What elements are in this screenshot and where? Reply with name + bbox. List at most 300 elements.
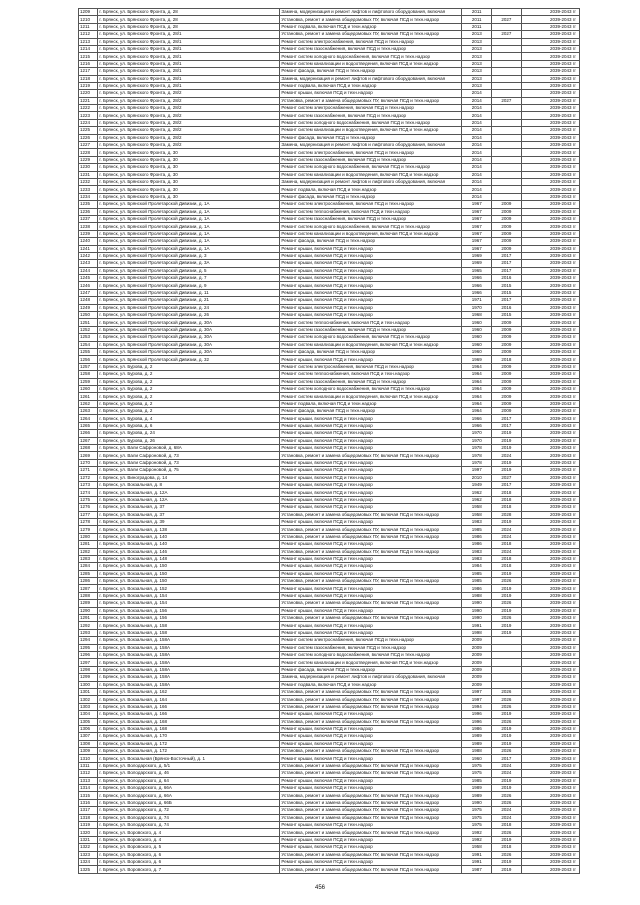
- cell-y1: 2013: [462, 75, 492, 82]
- cell-num: 1243: [79, 260, 98, 267]
- cell-y2: 2019: [492, 866, 522, 873]
- table-row: [79, 38, 580, 45]
- cell-y2: 2019: [492, 836, 522, 843]
- cell-work: Ремонт крыши, включая ПСД и техн.надзор: [280, 430, 462, 437]
- cell-num: 1279: [79, 526, 98, 533]
- cell-y2: 2009: [492, 238, 522, 245]
- cell-y2: 2019: [492, 622, 522, 629]
- cell-num: 1247: [79, 289, 98, 296]
- cell-addr: г. Брянск, ул. Вокзальная, д. 168: [98, 725, 280, 732]
- cell-work: Ремонт крыши, включая ПСД и техн.надзор: [280, 415, 462, 422]
- table-row: [79, 533, 580, 540]
- cell-addr: г. Брянск, ул. Вокзальная, д. 150: [98, 578, 280, 585]
- cell-num: 1295: [79, 644, 98, 651]
- cell-per: 2039-2043 гг: [521, 164, 579, 171]
- cell-num: 1258: [79, 371, 98, 378]
- cell-y2: 2026: [492, 696, 522, 703]
- cell-y2: 2018: [492, 821, 522, 828]
- cell-work: Ремонт систем канализации и водоотведения, включая ПСД и техн.надзор: [280, 230, 462, 237]
- cell-work: Ремонт систем холодного водоснабжения, включая ПСД и техн.надзор: [280, 651, 462, 658]
- cell-per: 2039-2043 гг: [521, 799, 579, 806]
- cell-work: Ремонт крыши, включая ПСД и техн.надзор: [280, 777, 462, 784]
- cell-per: 2039-2043 гг: [521, 289, 579, 296]
- cell-per: 2039-2043 гг: [521, 38, 579, 45]
- cell-num: 1219: [79, 82, 98, 89]
- cell-num: 1277: [79, 511, 98, 518]
- cell-num: 1311: [79, 762, 98, 769]
- cell-addr: г. Брянск, ул. Брянского Фронта, д. 28: [98, 23, 280, 30]
- table-row: [79, 844, 580, 851]
- repair-schedule-table: [78, 8, 580, 874]
- cell-y1: 1978: [462, 445, 492, 452]
- table-row: [79, 526, 580, 533]
- cell-per: 2039-2043 гг: [521, 408, 579, 415]
- cell-y2: 2009: [492, 201, 522, 208]
- cell-y2: 2018: [492, 844, 522, 851]
- table-row: [79, 275, 580, 282]
- table-row: [79, 260, 580, 267]
- cell-y2: [492, 23, 522, 30]
- cell-per: 2039-2043 гг: [521, 142, 579, 149]
- cell-addr: г. Брянск, ул. Брянской Пролетарской Дивизии, д. 1А: [98, 223, 280, 230]
- cell-y1: 1975: [462, 762, 492, 769]
- cell-y1: 2014: [462, 149, 492, 156]
- cell-num: 1280: [79, 533, 98, 540]
- cell-per: 2039-2043 гг: [521, 504, 579, 511]
- cell-y1: 1978: [462, 452, 492, 459]
- table-row: [79, 703, 580, 710]
- cell-y1: 1990: [462, 799, 492, 806]
- cell-per: 2039-2043 гг: [521, 245, 579, 252]
- cell-work: Ремонт фасада, включая ПСД и техн.надзор: [280, 666, 462, 673]
- cell-addr: г. Брянск, ул. Володарского, д. 66А: [98, 785, 280, 792]
- table-row: [79, 511, 580, 518]
- cell-num: 1239: [79, 230, 98, 237]
- table-row: [79, 142, 580, 149]
- cell-num: 1235: [79, 201, 98, 208]
- cell-num: 1289: [79, 600, 98, 607]
- cell-y1: 1985: [462, 578, 492, 585]
- cell-num: 1287: [79, 585, 98, 592]
- cell-y2: 2009: [492, 400, 522, 407]
- table-row: [79, 748, 580, 755]
- cell-work: Ремонт систем канализации и водоотведения, включая ПСД и техн.надзор: [280, 171, 462, 178]
- cell-num: 1211: [79, 23, 98, 30]
- cell-num: 1223: [79, 112, 98, 119]
- cell-per: 2039-2043 гг: [521, 186, 579, 193]
- cell-addr: г. Брянск, ул. Володарского, д. 74: [98, 821, 280, 828]
- cell-addr: г. Брянск, ул. Воровского, д. 6: [98, 851, 280, 858]
- cell-y1: 2009: [462, 681, 492, 688]
- cell-addr: г. Брянск, ул. Брянской Пролетарской Дивизии, д. 1А: [98, 208, 280, 215]
- cell-num: 1319: [79, 821, 98, 828]
- cell-per: 2039-2043 гг: [521, 252, 579, 259]
- table-row: [79, 570, 580, 577]
- cell-num: 1215: [79, 53, 98, 60]
- cell-per: 2039-2043 гг: [521, 16, 579, 23]
- cell-y1: 1997: [462, 696, 492, 703]
- cell-y2: 2027: [492, 31, 522, 38]
- cell-per: 2039-2043 гг: [521, 674, 579, 681]
- cell-num: 1285: [79, 570, 98, 577]
- cell-num: 1282: [79, 548, 98, 555]
- table-row: [79, 674, 580, 681]
- cell-num: 1293: [79, 629, 98, 636]
- cell-per: 2039-2043 гг: [521, 82, 579, 89]
- cell-y1: 2009: [462, 644, 492, 651]
- cell-y1: 1970: [462, 437, 492, 444]
- cell-per: 2039-2043 гг: [521, 748, 579, 755]
- cell-per: 2039-2043 гг: [521, 858, 579, 865]
- cell-y1: 1970: [462, 430, 492, 437]
- cell-work: Ремонт систем газоснабжения, включая ПСД и техн.надзор: [280, 45, 462, 52]
- cell-addr: г. Брянск, ул. Бурова, д. 24: [98, 430, 280, 437]
- table-row: [79, 563, 580, 570]
- cell-y2: [492, 674, 522, 681]
- table-row: [79, 282, 580, 289]
- cell-num: 1244: [79, 267, 98, 274]
- cell-y1: 1960: [462, 334, 492, 341]
- cell-y2: 2017: [492, 297, 522, 304]
- cell-y2: [492, 112, 522, 119]
- cell-num: 1241: [79, 245, 98, 252]
- cell-addr: г. Брянск, ул. Вокзальная, д. 12А: [98, 496, 280, 503]
- cell-y1: 2010: [462, 474, 492, 481]
- cell-per: 2039-2043 гг: [521, 762, 579, 769]
- table-row: [79, 622, 580, 629]
- cell-num: 1273: [79, 482, 98, 489]
- cell-work: Ремонт крыши, включая ПСД и техн.надзор: [280, 422, 462, 429]
- cell-work: Замена, модернизация и ремонт лифтов и лифтового оборудования, включая: [280, 674, 462, 681]
- cell-y1: 2014: [462, 164, 492, 171]
- cell-y2: [492, 134, 522, 141]
- cell-num: 1226: [79, 134, 98, 141]
- cell-work: Ремонт крыши, включая ПСД и техн.надзор: [280, 445, 462, 452]
- cell-num: 1299: [79, 674, 98, 681]
- cell-addr: г. Брянск, ул. Брянского Фронта, д. 28/2: [98, 112, 280, 119]
- cell-work: Ремонт крыши, включая ПСД и техн.надзор: [280, 733, 462, 740]
- cell-num: 1267: [79, 437, 98, 444]
- cell-y1: 1983: [462, 548, 492, 555]
- cell-y1: 1964: [462, 408, 492, 415]
- cell-per: 2039-2043 гг: [521, 792, 579, 799]
- cell-y1: 2014: [462, 171, 492, 178]
- cell-y1: 1983: [462, 555, 492, 562]
- cell-addr: г. Брянск, ул. Вокзальная, д. 166: [98, 711, 280, 718]
- cell-addr: г. Брянск, ул. Бурова, д. 2: [98, 363, 280, 370]
- cell-num: 1251: [79, 319, 98, 326]
- cell-num: 1253: [79, 334, 98, 341]
- cell-y1: 1996: [462, 718, 492, 725]
- cell-addr: г. Брянск, ул. Воровского, д. 7: [98, 866, 280, 873]
- cell-y2: [492, 681, 522, 688]
- table-row: [79, 496, 580, 503]
- cell-work: Ремонт крыши, включая ПСД и техн.надзор: [280, 260, 462, 267]
- cell-y2: 2026: [492, 829, 522, 836]
- cell-y2: [492, 90, 522, 97]
- cell-y2: 2026: [492, 600, 522, 607]
- cell-addr: г. Брянск, ул. Брянского Фронта, д. 28: [98, 16, 280, 23]
- table-row: [79, 489, 580, 496]
- cell-per: 2039-2043 гг: [521, 725, 579, 732]
- cell-num: 1308: [79, 740, 98, 747]
- cell-work: Ремонт систем электроснабжения, включая ПСД и техн.надзор: [280, 149, 462, 156]
- cell-y1: 1964: [462, 400, 492, 407]
- cell-y2: 2026: [492, 703, 522, 710]
- cell-addr: г. Брянск, ул. Бурова, д. 2: [98, 371, 280, 378]
- cell-per: 2039-2043 гг: [521, 326, 579, 333]
- cell-addr: г. Брянск, ул. Брянского Фронта, д. 28: [98, 9, 280, 16]
- table-row: [79, 252, 580, 259]
- cell-y2: 2009: [492, 341, 522, 348]
- cell-per: 2039-2043 гг: [521, 851, 579, 858]
- cell-y1: 2013: [462, 45, 492, 52]
- cell-per: 2039-2043 гг: [521, 371, 579, 378]
- cell-num: 1297: [79, 659, 98, 666]
- cell-work: Установка, ремонт и замена общедомовых ПУ, включая ПСД и техн.надзор: [280, 748, 462, 755]
- cell-addr: г. Брянск, ул. Брянской Пролетарской Дивизии, д. 1А: [98, 215, 280, 222]
- cell-y2: [492, 193, 522, 200]
- table-row: [79, 770, 580, 777]
- cell-addr: г. Брянск, ул. Виноградова, д. 14: [98, 474, 280, 481]
- cell-per: 2039-2043 гг: [521, 592, 579, 599]
- cell-num: 1248: [79, 297, 98, 304]
- cell-addr: г. Брянск, ул. Брянской Пролетарской Дивизии, д. 3А: [98, 260, 280, 267]
- cell-num: 1265: [79, 422, 98, 429]
- cell-y1: 2014: [462, 90, 492, 97]
- cell-work: Ремонт крыши, включая ПСД и техн.надзор: [280, 725, 462, 732]
- cell-y1: 1958: [462, 511, 492, 518]
- table-row: [79, 866, 580, 873]
- cell-num: 1232: [79, 178, 98, 185]
- table-row: [79, 186, 580, 193]
- cell-addr: г. Брянск, ул. Вокзальная, д. 154: [98, 600, 280, 607]
- cell-per: 2039-2043 гг: [521, 230, 579, 237]
- table-row: [79, 415, 580, 422]
- cell-per: 2039-2043 гг: [521, 53, 579, 60]
- cell-y2: [492, 45, 522, 52]
- cell-per: 2039-2043 гг: [521, 607, 579, 614]
- table-row: [79, 178, 580, 185]
- cell-y1: 1971: [462, 297, 492, 304]
- cell-y1: 1986: [462, 585, 492, 592]
- cell-num: 1264: [79, 415, 98, 422]
- cell-addr: г. Брянск, ул. Вокзальная, д. 156: [98, 607, 280, 614]
- table-row: [79, 755, 580, 762]
- cell-addr: г. Брянск, ул. Брянской Пролетарской Дивизии, д. 24: [98, 304, 280, 311]
- cell-work: Ремонт систем газоснабжения, включая ПСД и техн.надзор: [280, 215, 462, 222]
- cell-per: 2039-2043 гг: [521, 437, 579, 444]
- cell-y1: 2014: [462, 119, 492, 126]
- cell-y2: 2026: [492, 748, 522, 755]
- cell-num: 1250: [79, 312, 98, 319]
- cell-per: 2039-2043 гг: [521, 629, 579, 636]
- cell-num: 1310: [79, 755, 98, 762]
- cell-addr: г. Брянск, ул. Брянского Фронта, д. 28/1: [98, 68, 280, 75]
- cell-addr: г. Брянск, ул. Вокзальная, д. 148: [98, 555, 280, 562]
- cell-work: Ремонт систем холодного водоснабжения, включая ПСД и техн.надзор: [280, 164, 462, 171]
- cell-y1: 1987: [462, 866, 492, 873]
- cell-per: 2039-2043 гг: [521, 696, 579, 703]
- cell-addr: г. Брянск, ул. Брянской Пролетарской Дивизии, д. 7: [98, 275, 280, 282]
- cell-num: 1283: [79, 555, 98, 562]
- cell-per: 2039-2043 гг: [521, 459, 579, 466]
- cell-work: Ремонт систем канализации и водоотведения, включая ПСД и техн.надзор: [280, 60, 462, 67]
- cell-num: 1260: [79, 385, 98, 392]
- table-row: [79, 600, 580, 607]
- cell-y1: 1986: [462, 725, 492, 732]
- cell-y2: 2015: [492, 282, 522, 289]
- cell-y1: 1960: [462, 341, 492, 348]
- table-row: [79, 193, 580, 200]
- cell-y2: [492, 651, 522, 658]
- cell-y1: 1969: [462, 260, 492, 267]
- cell-y1: 1998: [462, 629, 492, 636]
- cell-work: Ремонт систем газоснабжения, включая ПСД и техн.надзор: [280, 156, 462, 163]
- cell-per: 2039-2043 гг: [521, 578, 579, 585]
- cell-num: 1302: [79, 696, 98, 703]
- cell-addr: г. Брянск, ул. Вокзальная, д. 140: [98, 533, 280, 540]
- cell-num: 1309: [79, 748, 98, 755]
- cell-work: Ремонт крыши, включая ПСД и техн.надзор: [280, 489, 462, 496]
- cell-y2: 2009: [492, 348, 522, 355]
- cell-work: Ремонт крыши, включая ПСД и техн.надзор: [280, 844, 462, 851]
- cell-num: 1238: [79, 223, 98, 230]
- cell-addr: г. Брянск, ул. Брянской Пролетарской Дивизии, д. 32: [98, 356, 280, 363]
- cell-per: 2039-2043 гг: [521, 651, 579, 658]
- cell-y2: 2017: [492, 252, 522, 259]
- cell-per: 2039-2043 гг: [521, 75, 579, 82]
- cell-addr: г. Брянск, ул. Вокзальная, д. 164: [98, 696, 280, 703]
- cell-addr: г. Брянск, ул. Воровского, д. 4: [98, 829, 280, 836]
- cell-y2: [492, 156, 522, 163]
- cell-num: 1266: [79, 430, 98, 437]
- table-row: [79, 858, 580, 865]
- cell-y2: 2019: [492, 629, 522, 636]
- cell-work: Ремонт крыши, включая ПСД и техн.надзор: [280, 275, 462, 282]
- cell-y1: 1975: [462, 807, 492, 814]
- cell-addr: г. Брянск, ул. Володарского, д. 5/1: [98, 762, 280, 769]
- cell-y1: 1967: [462, 223, 492, 230]
- cell-work: Ремонт фасада, включая ПСД и техн.надзор: [280, 193, 462, 200]
- cell-num: 1315: [79, 792, 98, 799]
- cell-num: 1261: [79, 393, 98, 400]
- cell-y1: 1988: [462, 748, 492, 755]
- cell-work: Установка, ремонт и замена общедомовых ПУ, включая ПСД и техн.надзор: [280, 851, 462, 858]
- table-row: [79, 400, 580, 407]
- cell-y1: 1988: [462, 592, 492, 599]
- table-row: [79, 518, 580, 525]
- cell-addr: г. Брянск, ул. Вокзальная, д. 168: [98, 718, 280, 725]
- cell-y1: 1967: [462, 201, 492, 208]
- cell-per: 2039-2043 гг: [521, 60, 579, 67]
- cell-per: 2039-2043 гг: [521, 829, 579, 836]
- cell-work: Ремонт систем канализации и водоотведения, включая ПСД и техн.надзор: [280, 341, 462, 348]
- cell-num: 1237: [79, 215, 98, 222]
- cell-work: Ремонт крыши, включая ПСД и техн.надзор: [280, 504, 462, 511]
- cell-work: Ремонт крыши, включая ПСД и техн.надзор: [280, 496, 462, 503]
- cell-work: Ремонт систем холодного водоснабжения, включая ПСД и техн.надзор: [280, 119, 462, 126]
- cell-work: Ремонт систем холодного водоснабжения, включая ПСД и техн.надзор: [280, 334, 462, 341]
- cell-work: Ремонт крыши, включая ПСД и техн.надзор: [280, 282, 462, 289]
- cell-y2: 2027: [492, 16, 522, 23]
- cell-y1: 1964: [462, 393, 492, 400]
- cell-y1: 1960: [462, 326, 492, 333]
- cell-addr: г. Брянск, ул. Брянского Фронта, д. 28/1: [98, 38, 280, 45]
- cell-y2: 2019: [492, 437, 522, 444]
- cell-addr: г. Брянск, ул. Вокзальная, д. 154: [98, 592, 280, 599]
- table-row: [79, 208, 580, 215]
- cell-y2: [492, 9, 522, 16]
- table-row: [79, 740, 580, 747]
- cell-num: 1213: [79, 38, 98, 45]
- cell-num: 1254: [79, 341, 98, 348]
- table-row: [79, 238, 580, 245]
- cell-y1: 1966: [462, 415, 492, 422]
- cell-work: Ремонт крыши, включая ПСД и техн.надзор: [280, 836, 462, 843]
- cell-work: Ремонт систем электроснабжения, включая ПСД и техн.надзор: [280, 363, 462, 370]
- cell-addr: г. Брянск, ул. Вокзальная, д. 8: [98, 482, 280, 489]
- cell-num: 1317: [79, 807, 98, 814]
- cell-y2: 2016: [492, 304, 522, 311]
- cell-addr: г. Брянск, ул. Брянской Пролетарской Дивизии, д. 30А: [98, 341, 280, 348]
- table-row: [79, 119, 580, 126]
- cell-work: Ремонт систем холодного водоснабжения, включая ПСД и техн.надзор: [280, 53, 462, 60]
- cell-y1: 1975: [462, 814, 492, 821]
- cell-y2: 2019: [492, 459, 522, 466]
- cell-y2: [492, 142, 522, 149]
- table-row: [79, 393, 580, 400]
- table-row: [79, 201, 580, 208]
- cell-addr: г. Брянск, ул. Брянской Пролетарской Дивизии, д. 1А: [98, 201, 280, 208]
- cell-work: Ремонт крыши, включая ПСД и техн.надзор: [280, 607, 462, 614]
- cell-per: 2039-2043 гг: [521, 821, 579, 828]
- cell-num: 1292: [79, 622, 98, 629]
- cell-addr: г. Брянск, ул. Бурова, д. 26: [98, 437, 280, 444]
- cell-work: Ремонт крыши, включая ПСД и техн.надзор: [280, 785, 462, 792]
- cell-y1: 2009: [462, 659, 492, 666]
- cell-num: 1229: [79, 156, 98, 163]
- cell-num: 1220: [79, 90, 98, 97]
- cell-addr: г. Брянск, ул. Вокзальная, д. 150: [98, 563, 280, 570]
- cell-y2: 2009: [492, 215, 522, 222]
- cell-y2: 2009: [492, 363, 522, 370]
- cell-num: 1212: [79, 31, 98, 38]
- cell-addr: г. Брянск, ул. Вокзальная, д. 37: [98, 504, 280, 511]
- cell-num: 1224: [79, 119, 98, 126]
- cell-work: Ремонт крыши, включая ПСД и техн.надзор: [280, 297, 462, 304]
- cell-num: 1231: [79, 171, 98, 178]
- cell-work: Ремонт систем теплоснабжения, включая ПСД и техн.надзор: [280, 319, 462, 326]
- cell-addr: г. Брянск, ул. Вали Сафроновой, д. 68А: [98, 445, 280, 452]
- cell-num: 1234: [79, 193, 98, 200]
- cell-y2: [492, 149, 522, 156]
- cell-y1: 2013: [462, 60, 492, 67]
- table-row: [79, 821, 580, 828]
- cell-per: 2039-2043 гг: [521, 770, 579, 777]
- cell-num: 1276: [79, 504, 98, 511]
- cell-work: Ремонт систем теплоснабжения, включая ПСД и техн.надзор: [280, 371, 462, 378]
- cell-addr: г. Брянск, ул. Брянской Пролетарской Дивизии, д. 26: [98, 312, 280, 319]
- cell-addr: г. Брянск, ул. Брянской Пролетарской Дивизии, д. 30А: [98, 326, 280, 333]
- cell-y1: 2009: [462, 651, 492, 658]
- cell-work: Ремонт крыши, включая ПСД и техн.надзор: [280, 356, 462, 363]
- cell-work: Установка, ремонт и замена общедомовых ПУ, включая ПСД и техн.надзор: [280, 16, 462, 23]
- table-row: [79, 637, 580, 644]
- cell-num: 1307: [79, 733, 98, 740]
- cell-y1: 2013: [462, 31, 492, 38]
- cell-work: Установка, ремонт и замена общедомовых ПУ, включая ПСД и техн.надзор: [280, 799, 462, 806]
